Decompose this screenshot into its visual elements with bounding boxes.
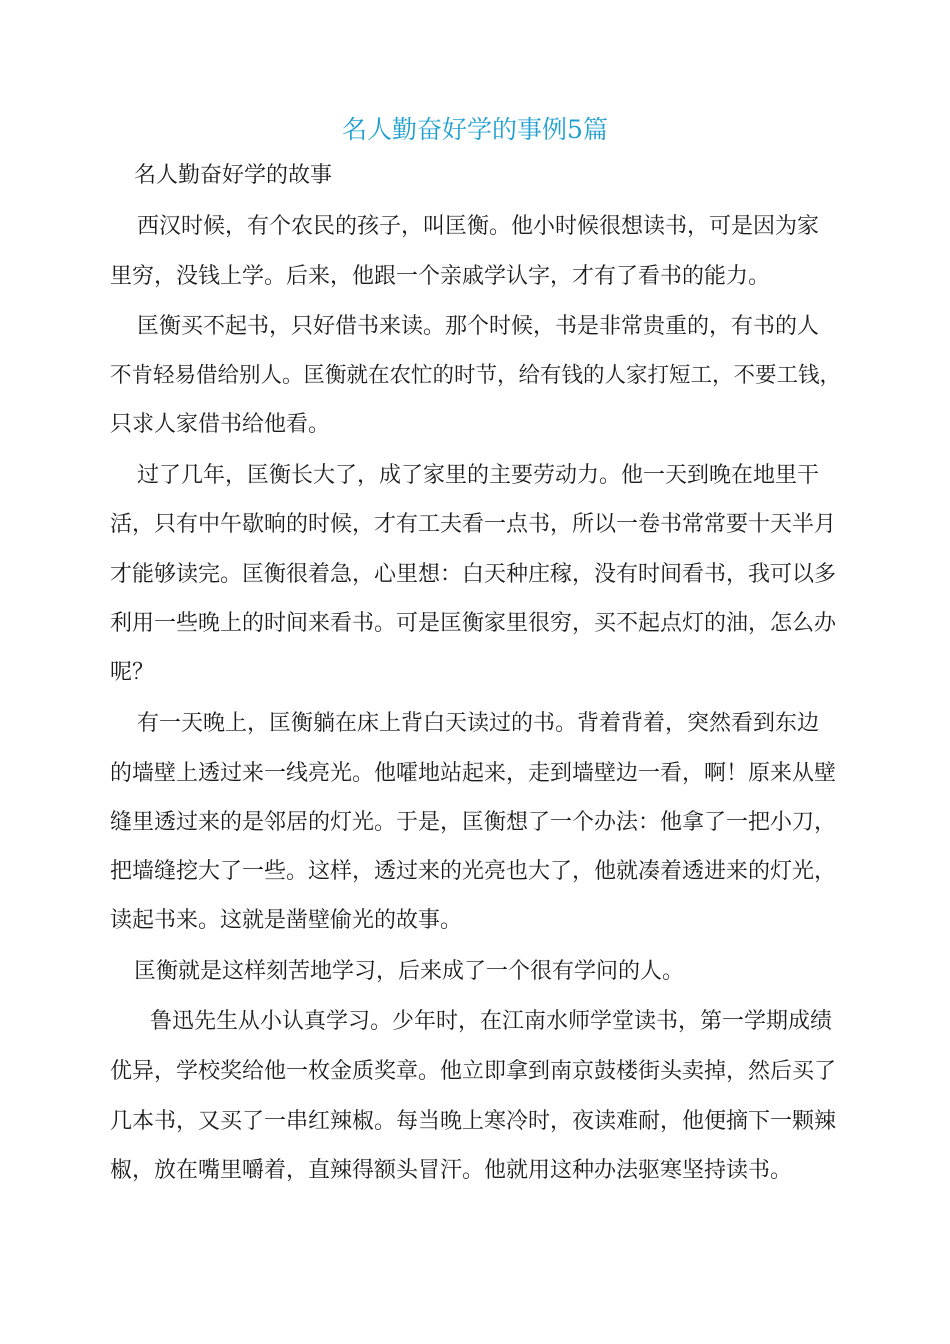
text-line: 呢？ [110, 660, 155, 685]
text-line: 活，只有中午歇晌的时候，才有工夫看一点书，所以一卷书常常要十天半月 [110, 512, 837, 537]
text-line: 优异，学校奖给他一枚金质奖章。他立即拿到南京鼓楼街头卖掉，然后买了 [110, 1059, 837, 1084]
text-line: 缝里透过来的是邻居的灯光。于是，匡衡想了一个办法：他拿了一把小刀， [110, 810, 837, 835]
text-line: 只求人家借书给他看。 [110, 412, 331, 437]
text-line: 里穷，没钱上学。后来，他跟一个亲戚学认字，才有了看书的能力。 [110, 264, 771, 289]
text-line: 椒，放在嘴里嚼着，直辣得额头冒汗。他就用这种办法驱寒坚持读书。 [110, 1158, 793, 1183]
text-line: 几本书，又买了一串红辣椒。每当晚上寒冷时，夜读难耐，他便摘下一颗辣 [110, 1109, 837, 1134]
text-line: 的墙壁上透过来一线亮光。他嚯地站起来，走到墙壁边一看，啊！原来从壁 [110, 761, 837, 786]
text-line: 过了几年，匡衡长大了，成了家里的主要劳动力。他一天到晚在地里干 [137, 463, 820, 488]
text-line: 匡衡就是这样刻苦地学习，后来成了一个很有学问的人。 [134, 959, 685, 984]
section-heading: 名人勤奋好学的故事 [134, 163, 333, 188]
text-line: 鲁迅先生从小认真学习。少年时，在江南水师学堂读书，第一学期成绩 [150, 1009, 833, 1034]
text-line: 利用一些晚上的时间来看书。可是匡衡家里很穷，买不起点灯的油，怎么办 [110, 611, 837, 636]
text-line: 才能够读完。匡衡很着急，心里想：白天种庄稼，没有时间看书，我可以多 [110, 562, 837, 587]
document-title: 名人勤奋好学的事例5篇 [342, 115, 608, 144]
text-line: 有一天晚上，匡衡躺在床上背白天读过的书。背着背着，突然看到东边 [137, 711, 820, 736]
text-line: 读起书来。这就是凿壁偷光的故事。 [110, 908, 463, 933]
text-line: 把墙缝挖大了一些。这样，透过来的光亮也大了，他就凑着透进来的灯光， [110, 859, 837, 884]
text-line: 匡衡买不起书，只好借书来读。那个时候，书是非常贵重的，有书的人 [137, 314, 820, 339]
text-line: 不肯轻易借给别人。匡衡就在农忙的时节，给有钱的人家打短工，不要工钱， [110, 363, 842, 388]
text-line: 西汉时候，有个农民的孩子，叫匡衡。他小时候很想读书，可是因为家 [137, 214, 820, 239]
